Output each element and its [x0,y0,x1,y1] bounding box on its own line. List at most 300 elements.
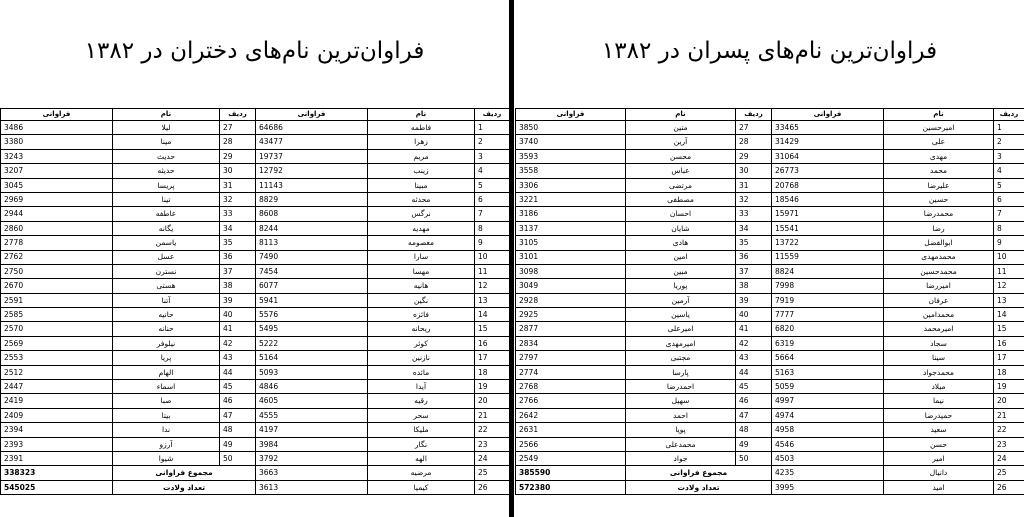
name-cell: حدیثه [113,164,220,178]
table-row [1,149,510,163]
rank-cell: 21 [994,408,1024,422]
table-row [1,408,510,422]
frequency-cell: 2409 [1,408,113,422]
frequency-cell: 8113 [256,236,368,250]
table-row [1,293,510,307]
rank-cell: 6 [475,192,510,206]
frequency-cell: 2447 [1,380,113,394]
rank-cell: 1 [475,121,510,135]
name-cell: سجاد [884,336,994,350]
name-cell: امیر [884,451,994,465]
total-value: 572380 [516,480,626,494]
name-cell: احسان [626,207,736,221]
frequency-cell: 4555 [256,408,368,422]
table-row [1,135,510,149]
name-cell: کوثر [368,336,475,350]
girls-title: فراوان‌ترین نام‌های دختران در ۱۳۸۲ [84,38,425,64]
name-cell: بیتا [113,408,220,422]
frequency-cell: 2750 [1,264,113,278]
frequency-cell: 33465 [772,121,884,135]
frequency-cell: 15541 [772,221,884,235]
rank-cell: 9 [994,236,1024,250]
frequency-cell: 5495 [256,322,368,336]
frequency-cell: 7490 [256,250,368,264]
frequency-cell: 4197 [256,423,368,437]
frequency-cell: 2553 [1,351,113,365]
name-cell: سحر [368,408,475,422]
frequency-cell: 3380 [1,135,113,149]
table-row [1,121,510,135]
frequency-cell: 64686 [256,121,368,135]
boys-table [515,108,1024,495]
rank-cell: 18 [994,365,1024,379]
frequency-cell: 2585 [1,308,113,322]
frequency-cell: 3049 [516,279,626,293]
rank-cell: 49 [220,437,256,451]
rank-cell: 11 [994,264,1024,278]
total-label: مجموع فراوانی [626,466,772,480]
table-row [1,279,510,293]
frequency-cell: 3098 [516,264,626,278]
rank-cell: 23 [475,437,510,451]
frequency-cell: 43477 [256,135,368,149]
frequency-cell: 7919 [772,293,884,307]
name-cell: پریا [113,351,220,365]
table-row [516,336,1024,350]
frequency-cell: 31064 [772,149,884,163]
total-row [1,466,510,480]
header-freq: فراوانی [772,109,884,121]
frequency-cell: 11559 [772,250,884,264]
name-cell: آرزو [113,437,220,451]
name-cell: مبین [626,264,736,278]
rank-cell: 13 [475,293,510,307]
rank-cell: 25 [994,466,1024,480]
rank-cell: 21 [475,408,510,422]
rank-cell: 34 [220,221,256,235]
name-cell: نیلوفر [113,336,220,350]
frequency-cell: 2670 [1,279,113,293]
frequency-cell: 13722 [772,236,884,250]
name-cell: مجتبی [626,351,736,365]
rank-cell: 28 [220,135,256,149]
frequency-cell: 2774 [516,365,626,379]
rank-cell: 37 [220,264,256,278]
rank-cell: 2 [475,135,510,149]
frequency-cell: 2569 [1,336,113,350]
rank-cell: 15 [994,322,1024,336]
frequency-cell: 20768 [772,178,884,192]
rank-cell: 19 [994,380,1024,394]
frequency-cell: 18546 [772,192,884,206]
rank-cell: 43 [736,351,772,365]
name-cell: آیدا [368,380,475,394]
frequency-cell: 3306 [516,178,626,192]
rank-cell: 14 [475,308,510,322]
girls-panel [0,0,509,517]
frequency-cell: 2768 [516,380,626,394]
rank-cell: 47 [220,408,256,422]
name-cell: محمدامین [884,308,994,322]
frequency-cell: 3850 [516,121,626,135]
frequency-cell: 4846 [256,380,368,394]
name-cell: میلاد [884,380,994,394]
rank-cell: 2 [994,135,1024,149]
header-rank: ردیف [220,109,256,121]
table-row [516,380,1024,394]
rank-cell: 29 [736,149,772,163]
frequency-cell: 2778 [1,236,113,250]
rank-cell: 41 [736,322,772,336]
frequency-cell: 2394 [1,423,113,437]
name-cell: پویا [626,423,736,437]
frequency-cell: 11143 [256,178,368,192]
name-cell: ندا [113,423,220,437]
total-label: تعداد ولادت [113,480,256,494]
rank-cell: 40 [220,308,256,322]
table-row [516,236,1024,250]
frequency-cell: 2877 [516,322,626,336]
frequency-cell: 3243 [1,149,113,163]
table-row [1,221,510,235]
table-row [516,221,1024,235]
name-cell: جواد [626,451,736,465]
total-row [516,480,1024,494]
frequency-cell: 2642 [516,408,626,422]
rank-cell: 32 [220,192,256,206]
frequency-cell: 2762 [1,250,113,264]
frequency-cell: 3792 [256,451,368,465]
table-row [516,279,1024,293]
rank-cell: 19 [475,380,510,394]
name-cell: علیرضا [884,178,994,192]
name-cell: مهسا [368,264,475,278]
rank-cell: 17 [994,351,1024,365]
frequency-cell: 12792 [256,164,368,178]
rank-cell: 24 [994,451,1024,465]
frequency-cell: 4605 [256,394,368,408]
name-cell: سعید [884,423,994,437]
frequency-cell: 2925 [516,308,626,322]
total-value: 385590 [516,466,626,480]
frequency-cell: 4974 [772,408,884,422]
frequency-cell: 3207 [1,164,113,178]
rank-cell: 42 [220,336,256,350]
table-row [516,308,1024,322]
table-row [516,192,1024,206]
table-row [1,178,510,192]
frequency-cell: 3221 [516,192,626,206]
frequency-cell: 2591 [1,293,113,307]
name-cell: مهدی [884,149,994,163]
frequency-cell: 4503 [772,451,884,465]
frequency-cell: 3558 [516,164,626,178]
name-cell: محمدحسین [884,264,994,278]
frequency-cell: 5222 [256,336,368,350]
table-row [1,351,510,365]
rank-cell: 14 [994,308,1024,322]
rank-cell: 8 [994,221,1024,235]
name-cell: احمد [626,408,736,422]
header-freq: فراوانی [1,109,113,121]
rank-cell: 12 [994,279,1024,293]
name-cell: علی [884,135,994,149]
table-row [516,264,1024,278]
table-row [516,365,1024,379]
rank-cell: 38 [220,279,256,293]
name-cell: مرضیه [368,466,475,480]
rank-cell: 35 [220,236,256,250]
rank-cell: 4 [475,164,510,178]
name-cell: کیمیا [368,480,475,494]
name-cell: ملیکا [368,423,475,437]
rank-cell: 44 [736,365,772,379]
table-row [516,149,1024,163]
name-cell: تینا [113,192,220,206]
girls-table-body [1,121,510,495]
frequency-cell: 3613 [256,480,368,494]
rank-cell: 24 [475,451,510,465]
header-rank: ردیف [475,109,510,121]
frequency-cell: 5093 [256,365,368,379]
name-cell: نازنین [368,351,475,365]
rank-cell: 28 [736,135,772,149]
table-row [516,423,1024,437]
table-row [516,322,1024,336]
rank-cell: 30 [220,164,256,178]
name-cell: معصومه [368,236,475,250]
name-cell: فائزه [368,308,475,322]
frequency-cell: 3101 [516,250,626,264]
name-cell: هانیه [368,279,475,293]
name-cell: ریحانه [368,322,475,336]
name-cell: مهدیه [368,221,475,235]
frequency-cell: 2570 [1,322,113,336]
name-cell: یاسمن [113,236,220,250]
frequency-cell: 2834 [516,336,626,350]
name-cell: الهه [368,451,475,465]
name-cell: حانیه [113,308,220,322]
frequency-cell: 3486 [1,121,113,135]
rank-cell: 32 [736,192,772,206]
name-cell: متین [626,121,736,135]
name-cell: امیرمهدی [626,336,736,350]
name-cell: امین [626,250,736,264]
rank-cell: 43 [220,351,256,365]
frequency-cell: 5164 [256,351,368,365]
table-row [516,408,1024,422]
frequency-cell: 5576 [256,308,368,322]
name-cell: رقیه [368,394,475,408]
frequency-cell: 3995 [772,480,884,494]
table-row [1,192,510,206]
frequency-cell: 4958 [772,423,884,437]
frequency-cell: 26773 [772,164,884,178]
name-cell: عاطفه [113,207,220,221]
rank-cell: 31 [736,178,772,192]
name-cell: امیرمحمد [884,322,994,336]
name-cell: احمدرضا [626,380,736,394]
frequency-cell: 2860 [1,221,113,235]
table-row [1,308,510,322]
rank-cell: 30 [736,164,772,178]
name-cell: محمدعلی [626,437,736,451]
header-name: نام [113,109,220,121]
table-row [516,135,1024,149]
name-cell: محسن [626,149,736,163]
name-cell: عرفان [884,293,994,307]
table-row [516,250,1024,264]
rank-cell: 31 [220,178,256,192]
rank-cell: 41 [220,322,256,336]
table-row [516,394,1024,408]
name-cell: حسن [884,437,994,451]
frequency-cell: 19737 [256,149,368,163]
table-row [1,250,510,264]
table-row [1,207,510,221]
rank-cell: 8 [475,221,510,235]
name-cell: یاسین [626,308,736,322]
table-row [516,293,1024,307]
frequency-cell: 3984 [256,437,368,451]
name-cell: حنانه [113,322,220,336]
boys-header-row [516,109,1024,121]
name-cell: امیرحسین [884,121,994,135]
name-cell: پریسا [113,178,220,192]
name-cell: صبا [113,394,220,408]
rank-cell: 12 [475,279,510,293]
name-cell: حدیث [113,149,220,163]
rank-cell: 45 [736,380,772,394]
name-cell: شایان [626,221,736,235]
name-cell: عسل [113,250,220,264]
frequency-cell: 2766 [516,394,626,408]
rank-cell: 26 [475,480,510,494]
table-row [1,336,510,350]
rank-cell: 4 [994,164,1024,178]
frequency-cell: 7454 [256,264,368,278]
total-row [516,466,1024,480]
girls-header-row [1,109,510,121]
rank-cell: 27 [736,121,772,135]
name-cell: سینا [884,351,994,365]
frequency-cell: 8829 [256,192,368,206]
name-cell: سهیل [626,394,736,408]
frequency-cell: 2566 [516,437,626,451]
name-cell: امیررضا [884,279,994,293]
rank-cell: 36 [220,250,256,264]
rank-cell: 18 [475,365,510,379]
name-cell: مرتضی [626,178,736,192]
name-cell: آتنا [113,293,220,307]
frequency-cell: 3045 [1,178,113,192]
rank-cell: 47 [736,408,772,422]
frequency-cell: 3137 [516,221,626,235]
table-row [1,365,510,379]
rank-cell: 13 [994,293,1024,307]
header-name: نام [884,109,994,121]
table-row [516,121,1024,135]
table-row [1,236,510,250]
header-freq: فراوانی [516,109,626,121]
table-row [516,164,1024,178]
name-cell: آرین [626,135,736,149]
rank-cell: 45 [220,380,256,394]
rank-cell: 7 [475,207,510,221]
rank-cell: 20 [994,394,1024,408]
rank-cell: 17 [475,351,510,365]
name-cell: مائده [368,365,475,379]
frequency-cell: 3663 [256,466,368,480]
rank-cell: 5 [994,178,1024,192]
boys-table-body [516,121,1024,495]
rank-cell: 3 [475,149,510,163]
table-row [1,264,510,278]
name-cell: عباس [626,164,736,178]
frequency-cell: 31429 [772,135,884,149]
name-cell: شیوا [113,451,220,465]
total-row [1,480,510,494]
frequency-cell: 2393 [1,437,113,451]
name-cell: محمدمهدی [884,250,994,264]
name-cell: محمدرضا [884,207,994,221]
name-cell: محدثه [368,192,475,206]
name-cell: لیلا [113,121,220,135]
frequency-cell: 3593 [516,149,626,163]
rank-cell: 39 [736,293,772,307]
name-cell: آرمین [626,293,736,307]
table-row [516,351,1024,365]
frequency-cell: 4235 [772,466,884,480]
header-rank: ردیف [736,109,772,121]
table-row [1,322,510,336]
total-value: 338323 [1,466,113,480]
header-rank: ردیف [994,109,1024,121]
rank-cell: 50 [220,451,256,465]
rank-cell: 16 [475,336,510,350]
rank-cell: 34 [736,221,772,235]
rank-cell: 38 [736,279,772,293]
table-row [1,423,510,437]
name-cell: نسترن [113,264,220,278]
name-cell: زهرا [368,135,475,149]
name-cell: امید [884,480,994,494]
frequency-cell: 2419 [1,394,113,408]
table-row [1,380,510,394]
rank-cell: 15 [475,322,510,336]
total-value: 545025 [1,480,113,494]
rank-cell: 46 [736,394,772,408]
rank-cell: 29 [220,149,256,163]
name-cell: هستی [113,279,220,293]
center-divider [509,0,514,517]
rank-cell: 11 [475,264,510,278]
rank-cell: 49 [736,437,772,451]
name-cell: نرگس [368,207,475,221]
rank-cell: 46 [220,394,256,408]
frequency-cell: 3105 [516,236,626,250]
table-row [516,451,1024,465]
boys-title: فراوان‌ترین نام‌های پسران در ۱۳۸۲ [601,38,938,64]
rank-cell: 7 [994,207,1024,221]
name-cell: هادی [626,236,736,250]
frequency-cell: 2391 [1,451,113,465]
frequency-cell: 4997 [772,394,884,408]
total-label: مجموع فراوانی [113,466,256,480]
rank-cell: 3 [994,149,1024,163]
rank-cell: 10 [994,250,1024,264]
name-cell: الهام [113,365,220,379]
